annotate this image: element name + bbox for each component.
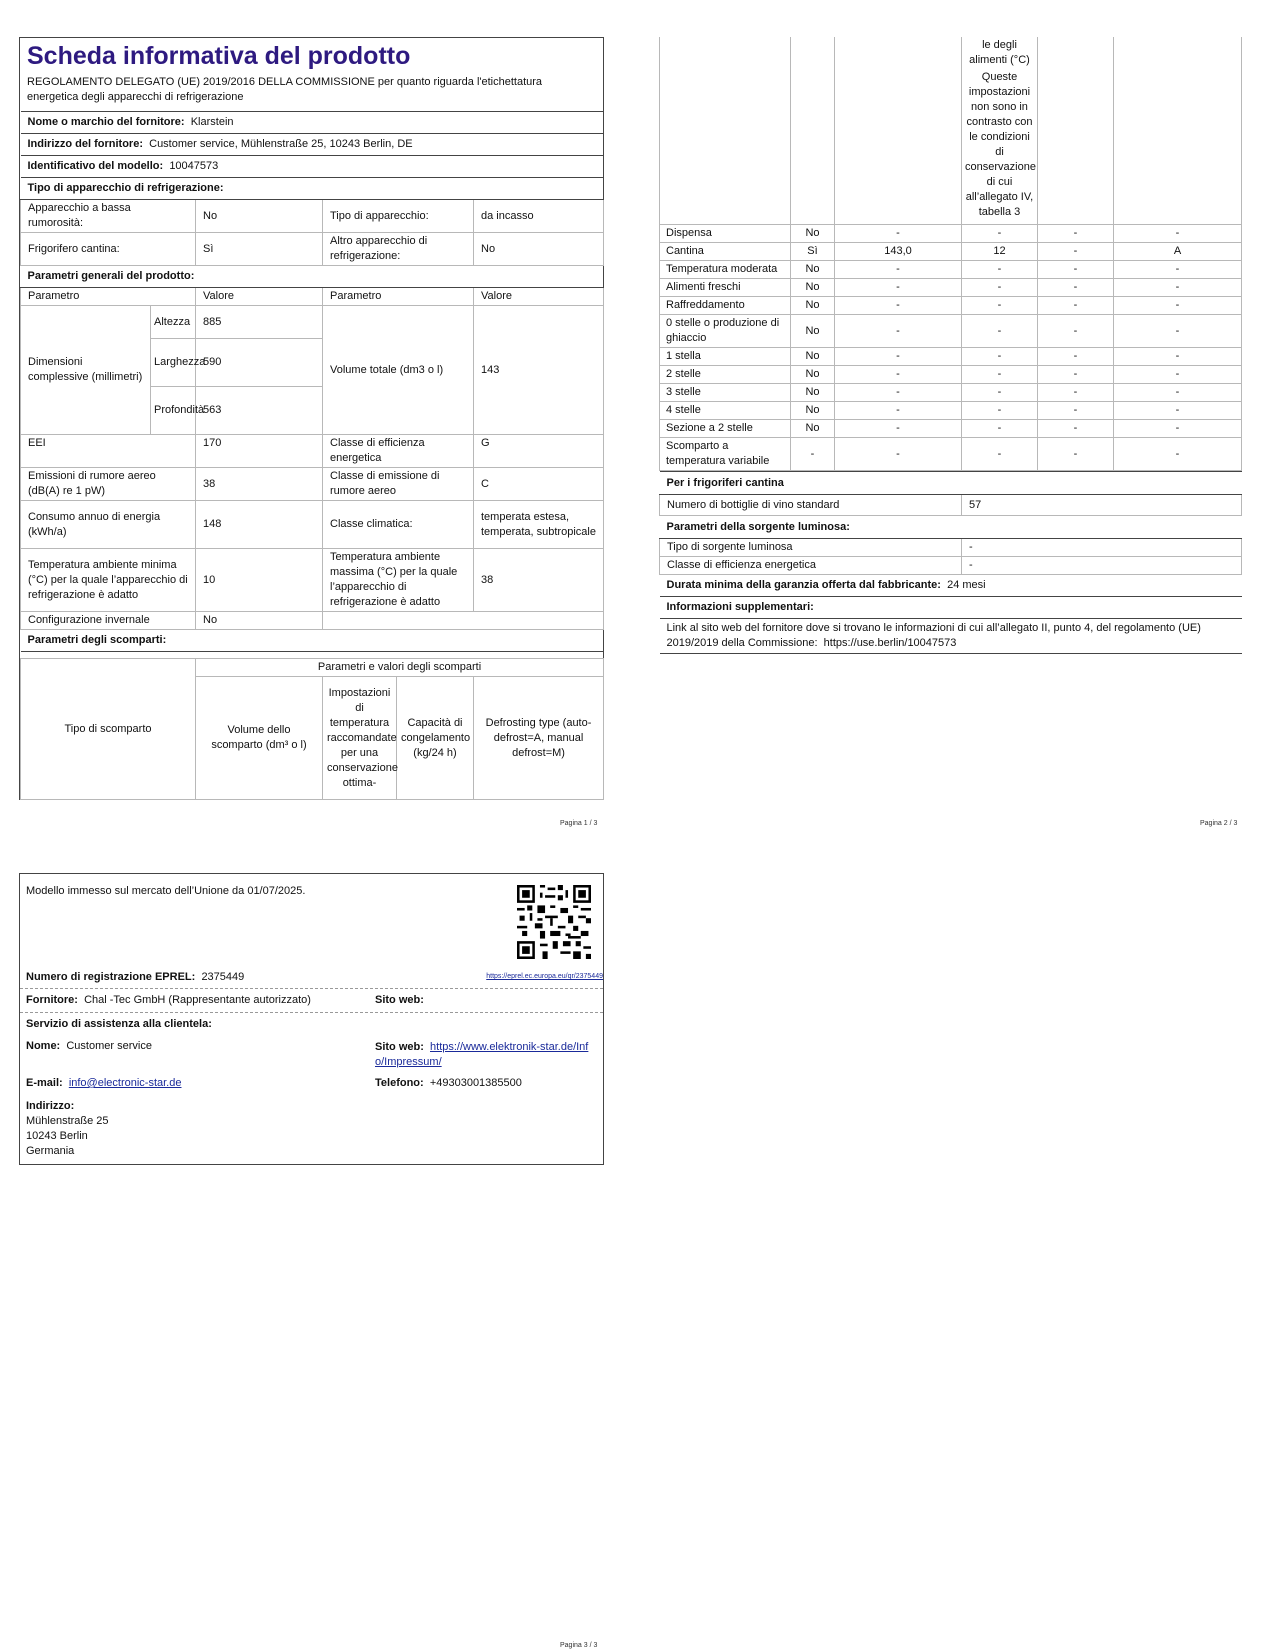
defrost-type-header: Defrosting type (auto-defrost=A, manual defrost=M) xyxy=(474,677,604,800)
energy-class-value: G xyxy=(474,435,604,468)
noise-class-value: C xyxy=(474,468,604,501)
compartment-present-cell: No xyxy=(791,366,835,384)
winter-label: Configurazione invernale xyxy=(21,612,196,630)
address-block: Indirizzo: Mühlenstraße 25 10243 Berlin Germania xyxy=(26,1100,109,1157)
light-class-value: - xyxy=(962,557,1242,575)
warranty-row: Durata minima della garanzia offerta dal fabbricante: 24 mesi xyxy=(660,575,1242,597)
compartment-name-cell: 0 stelle o produzione di ghiaccio xyxy=(660,315,791,348)
compartment-temp-cell: - xyxy=(962,420,1038,438)
climate-class-value: temperata estesa, temperata, subtropicale xyxy=(474,501,604,549)
compartment-freeze-cell: - xyxy=(1038,243,1114,261)
compartment-freeze-cell: - xyxy=(1038,225,1114,243)
compartment-vol-cell: - xyxy=(835,297,962,315)
phone-row: Telefono: +49303001385500 xyxy=(375,1077,522,1089)
compartment-name-cell: Alimenti freschi xyxy=(660,279,791,297)
compartment-row xyxy=(660,261,1242,279)
compartment-present-cell: No xyxy=(791,384,835,402)
eprel-row: Numero di registrazione EPREL: 2375449 https://eprel.ec.europa.eu/qr/2375449 xyxy=(26,971,603,983)
light-type-label: Tipo di sorgente luminosa xyxy=(660,539,962,557)
compartment-row xyxy=(660,315,1242,348)
page-3-sheet xyxy=(19,873,604,1165)
model-id-row: Identificativo del modello: 10047573 xyxy=(21,156,604,178)
compartment-temp-header: Impostazioni di temperatura raccomandate per una conservazione ottima- xyxy=(323,677,397,800)
regulation-text: REGOLAMENTO DELEGATO (UE) 2019/2016 DELLA COMMISSIONE per quanto riguarda l'etichettatura energetica degli apparecchi di refrigerazione xyxy=(27,76,543,103)
compartment-temp-cell: - xyxy=(962,279,1038,297)
width-label: Larghezza xyxy=(151,339,196,387)
market-text: Modello immesso sul mercato dell’Unione da 01/07/2025. xyxy=(26,885,306,897)
compartment-freeze-cell: - xyxy=(1038,315,1114,348)
col-param-header: Parametro xyxy=(21,288,196,306)
compartment-row xyxy=(660,402,1242,420)
compartment-defrost-cell: - xyxy=(1114,279,1242,297)
wine-label: Frigorifero cantina: xyxy=(21,233,196,266)
height-label: Altezza xyxy=(151,306,196,339)
compartment-row xyxy=(660,279,1242,297)
wine-value: Sì xyxy=(196,233,323,266)
compartment-name-cell: Cantina xyxy=(660,243,791,261)
tmax-value: 38 xyxy=(474,549,604,612)
col-param-header-2: Parametro xyxy=(323,288,474,306)
compartment-temp-cell: - xyxy=(962,315,1038,348)
tmax-label: Temperatura ambiente massima (°C) per la quale l’apparecchio di refrigerazione è adatto xyxy=(323,549,474,612)
compartment-temp-cell: - xyxy=(962,384,1038,402)
winter-value: No xyxy=(196,612,323,630)
compartment-present-cell: Sì xyxy=(791,243,835,261)
light-class-label: Classe di efficienza energetica xyxy=(660,557,962,575)
extra-info-text: Link al sito web del fornitore dove si trovano le informazioni di cui all’allegato II, punto 4, del regolamento (UE) 2019/2019 della Commissione: https://use.berlin/10047573 xyxy=(660,619,1242,654)
compartment-vol-cell: - xyxy=(835,420,962,438)
compartment-name-cell: 1 stella xyxy=(660,348,791,366)
compartment-defrost-cell: - xyxy=(1114,438,1242,471)
compartment-name-cell: Raffreddamento xyxy=(660,297,791,315)
divider xyxy=(20,988,603,990)
noise-class-label: Classe di emissione di rumore aereo xyxy=(323,468,474,501)
compartment-name-cell: 2 stelle xyxy=(660,366,791,384)
supplier-info-link[interactable]: https://use.berlin/10047573 xyxy=(823,637,957,649)
compartment-present-cell: No xyxy=(791,420,835,438)
compartment-freeze-cell: - xyxy=(1038,420,1114,438)
compartment-defrost-cell: - xyxy=(1114,315,1242,348)
service-site-row: Sito web: https://www.elektronik-star.de/Info/Impressum/ xyxy=(375,1041,589,1068)
service-name-row: Nome: Customer service xyxy=(26,1040,152,1052)
compartment-name-cell: 4 stelle xyxy=(660,402,791,420)
compartment-defrost-cell: - xyxy=(1114,420,1242,438)
col-value-header: Valore xyxy=(196,288,323,306)
compartment-temp-cell: - xyxy=(962,438,1038,471)
compartment-present-cell: - xyxy=(791,438,835,471)
compartment-name-cell: Temperatura moderata xyxy=(660,261,791,279)
light-heading: Parametri della sorgente luminosa: xyxy=(660,516,1242,539)
climate-class-label: Classe climatica: xyxy=(323,501,474,549)
page-title: Scheda informativa del prodotto xyxy=(27,42,411,70)
width-value: 590 xyxy=(196,339,323,387)
supplier-row: Fornitore: Chal -Tec GmbH (Rappresentante autorizzato) Sito web: xyxy=(26,994,424,1006)
volume-value: 143 xyxy=(474,306,604,435)
compartment-name-cell: Sezione a 2 stelle xyxy=(660,420,791,438)
compartment-vol-cell: - xyxy=(835,348,962,366)
height-value: 885 xyxy=(196,306,323,339)
compartment-row xyxy=(660,225,1242,243)
eei-label: EEI xyxy=(21,435,196,468)
compartment-params-heading: Parametri degli scomparti: xyxy=(21,630,604,652)
energy-consumption-label: Consumo annuo di energia (kWh/a) xyxy=(21,501,196,549)
compartment-defrost-cell: - xyxy=(1114,225,1242,243)
continued-cell xyxy=(835,37,962,225)
noise-value: 38 xyxy=(196,468,323,501)
compartment-row xyxy=(660,348,1242,366)
energy-consumption-value: 148 xyxy=(196,501,323,549)
compartment-temp-header-cont: le degli alimenti (°C) Queste impostazioni non sono in contrasto con le condizioni di conservazione di cui all’allegato IV, tabella 3 xyxy=(962,37,1038,225)
compartment-vol-cell: - xyxy=(835,402,962,420)
compartment-defrost-cell: - xyxy=(1114,297,1242,315)
compartment-freeze-cell: - xyxy=(1038,366,1114,384)
compartment-freeze-cell: - xyxy=(1038,297,1114,315)
tmin-value: 10 xyxy=(196,549,323,612)
page-1-sheet xyxy=(19,37,604,800)
eei-value: 170 xyxy=(196,435,323,468)
supplier-name-row: Nome o marchio del fornitore: Klarstein xyxy=(21,112,604,134)
appliance-type-label: Tipo di apparecchio: xyxy=(323,200,474,233)
compartment-present-cell: No xyxy=(791,297,835,315)
bottles-label: Numero di bottiglie di vino standard xyxy=(660,495,962,516)
compartment-vol-cell: - xyxy=(835,315,962,348)
qr-code-icon[interactable] xyxy=(517,885,591,959)
energy-class-label: Classe di efficienza energetica xyxy=(323,435,474,468)
compartment-freeze-cell: - xyxy=(1038,402,1114,420)
compartment-freeze-cell: - xyxy=(1038,384,1114,402)
compartment-vol-cell: - xyxy=(835,384,962,402)
compartment-temp-cell: - xyxy=(962,225,1038,243)
wine-heading: Per i frigoriferi cantina xyxy=(660,472,1242,495)
compartment-defrost-cell: A xyxy=(1114,243,1242,261)
other-appliance-value: No xyxy=(474,233,604,266)
col-value-header-2: Valore xyxy=(474,288,604,306)
compartment-row xyxy=(660,384,1242,402)
light-type-value: - xyxy=(962,539,1242,557)
extra-info-heading: Informazioni supplementari: xyxy=(660,597,1242,619)
email-row: E-mail: info@electronic-star.de Telefono: +49303001385500 xyxy=(26,1077,522,1089)
other-appliance-label: Altro apparecchio di refrigerazione: xyxy=(323,233,474,266)
compartment-freeze-cell: - xyxy=(1038,438,1114,471)
compartment-name-cell: Dispensa xyxy=(660,225,791,243)
compartment-defrost-cell: - xyxy=(1114,348,1242,366)
compartment-name-cell: 3 stelle xyxy=(660,384,791,402)
compartment-present-cell: No xyxy=(791,279,835,297)
low-noise-value: No xyxy=(196,200,323,233)
compartment-type-header: Tipo di scomparto xyxy=(21,659,196,800)
compartment-present-cell: No xyxy=(791,225,835,243)
continued-cell xyxy=(1114,37,1242,225)
tmin-label: Temperatura ambiente minima (°C) per la quale l’apparecchio di refrigerazione è adatto xyxy=(21,549,196,612)
compartment-present-cell: No xyxy=(791,261,835,279)
compartment-name-cell: Scomparto a temperatura variabile xyxy=(660,438,791,471)
low-noise-label: Apparecchio a bassa rumorosità: xyxy=(21,200,196,233)
compartment-defrost-cell: - xyxy=(1114,402,1242,420)
compartment-present-cell: No xyxy=(791,315,835,348)
compartment-temp-cell: - xyxy=(962,402,1038,420)
compartment-defrost-cell: - xyxy=(1114,366,1242,384)
bottles-value: 57 xyxy=(962,495,1242,516)
continued-cell xyxy=(660,37,791,225)
depth-label: Profondità xyxy=(151,387,196,435)
compartment-row xyxy=(660,297,1242,315)
compartment-vol-cell: - xyxy=(835,225,962,243)
eprel-link[interactable]: https://eprel.ec.europa.eu/qr/2375449 xyxy=(486,973,603,980)
page-2-sheet xyxy=(659,37,1241,654)
depth-value: 563 xyxy=(196,387,323,435)
service-heading: Servizio di assistenza alla clientela: xyxy=(26,1018,212,1030)
noise-label: Emissioni di rumore aereo (dB(A) re 1 pW) xyxy=(21,468,196,501)
compartment-temp-cell: - xyxy=(962,348,1038,366)
supplier-address-row: Indirizzo del fornitore: Customer service, Mühlenstraße 25, 10243 Berlin, DE xyxy=(21,134,604,156)
compartment-freeze-cell: - xyxy=(1038,261,1114,279)
empty-cell xyxy=(323,612,604,630)
page-number-3: Pagina 3 / 3 xyxy=(560,1642,598,1649)
compartment-row xyxy=(660,438,1242,471)
compartment-defrost-cell: - xyxy=(1114,261,1242,279)
compartment-freeze-cell: - xyxy=(1038,348,1114,366)
appliance-type-value: da incasso xyxy=(474,200,604,233)
service-site-link[interactable]: https://www.elektronik-star.de/Info/Impressum/ xyxy=(375,1041,589,1068)
compartment-temp-cell: - xyxy=(962,297,1038,315)
compartment-rows xyxy=(660,225,1242,471)
divider xyxy=(20,1012,603,1014)
compartment-row xyxy=(660,420,1242,438)
compartment-vol-cell: - xyxy=(835,279,962,297)
compartment-vol-cell: - xyxy=(835,366,962,384)
compartment-temp-cell: 12 xyxy=(962,243,1038,261)
page-number-2: Pagina 2 / 3 xyxy=(1200,820,1238,827)
continued-cell xyxy=(791,37,835,225)
compartment-present-cell: No xyxy=(791,402,835,420)
general-params-heading: Parametri generali del prodotto: xyxy=(21,266,604,288)
continued-cell xyxy=(1038,37,1114,225)
compartment-row xyxy=(660,243,1242,261)
compartment-vol-cell: - xyxy=(835,261,962,279)
compartment-temp-cell: - xyxy=(962,366,1038,384)
compartment-defrost-cell: - xyxy=(1114,384,1242,402)
compartment-volume-header: Volume dello scomparto (dm³ o l) xyxy=(196,677,323,800)
compartment-row xyxy=(660,366,1242,384)
compartment-freeze-cell: - xyxy=(1038,279,1114,297)
page-number-1: Pagina 1 / 3 xyxy=(560,820,598,827)
compartment-present-cell: No xyxy=(791,348,835,366)
compartment-vol-cell: - xyxy=(835,438,962,471)
compartment-vol-cell: 143,0 xyxy=(835,243,962,261)
volume-label: Volume totale (dm3 o l) xyxy=(323,306,474,435)
appliance-type-heading: Tipo di apparecchio di refrigerazione: xyxy=(21,178,604,200)
email-link[interactable]: info@electronic-star.de xyxy=(68,1077,182,1089)
compartment-temp-cell: - xyxy=(962,261,1038,279)
compartment-params-header: Parametri e valori degli scomparti xyxy=(196,659,604,677)
freezing-capacity-header: Capacità di congelamento (kg/24 h) xyxy=(397,677,474,800)
dimensions-label: Dimensioni complessive (millimetri) xyxy=(21,306,151,435)
